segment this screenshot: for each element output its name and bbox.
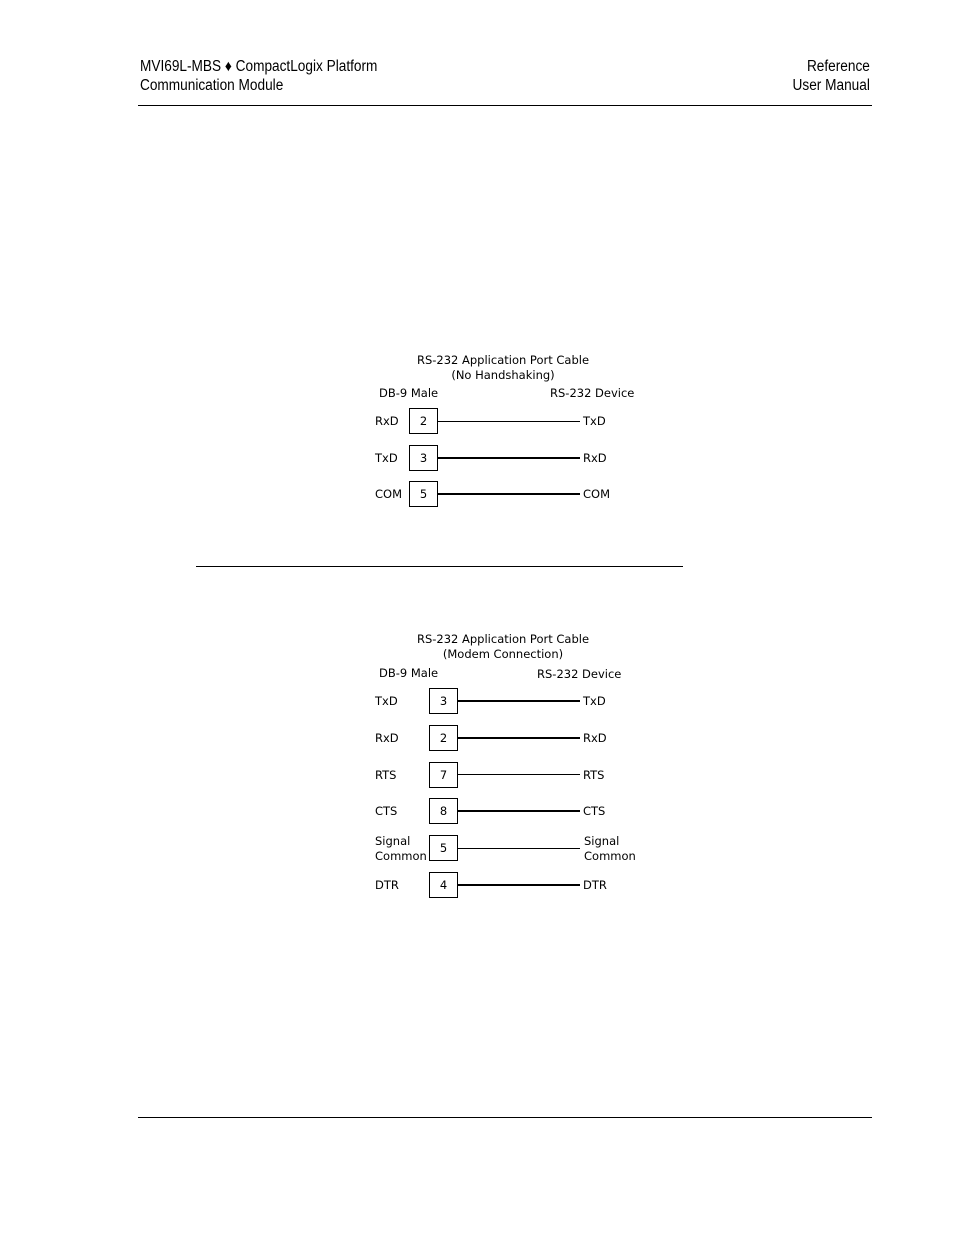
diagram2-row2-pin: 2 <box>429 725 458 751</box>
diagram2-row4-left-signal: CTS <box>375 804 398 818</box>
diagram2-row2-right-signal: RxD <box>583 731 607 745</box>
diagram1-row1-right-signal: TxD <box>583 414 606 428</box>
diagram2-row3-right-signal: RTS <box>583 768 605 782</box>
diagram1-right-heading: RS-232 Device <box>550 386 635 400</box>
page-header <box>140 57 870 105</box>
header-product-title: MVI69L-MBS ♦ CompactLogix Platform <box>140 58 378 75</box>
footer-divider <box>138 1117 872 1118</box>
diagram1-row1-left-signal: RxD <box>375 414 399 428</box>
diagram2-row6-right-signal: DTR <box>583 878 607 892</box>
diagram1-row2-pin: 3 <box>409 445 438 471</box>
diagram1-row3-wire <box>438 493 580 495</box>
diagram1-row2-wire <box>438 457 580 459</box>
diagram2-row5-pin: 5 <box>429 835 458 861</box>
diagram2-row2-left-signal: RxD <box>375 731 399 745</box>
diagram1-row3-pin: 5 <box>409 481 438 507</box>
diagram1-row2-right-signal: RxD <box>583 451 607 465</box>
diagram1-row3-right-signal: COM <box>583 487 611 501</box>
header-section: Reference <box>807 58 870 75</box>
header-doc-type: User Manual <box>792 77 870 94</box>
diagram2-row6-left-signal: DTR <box>375 878 399 892</box>
diagram2-row5-left-signal-line1: Signal <box>375 834 411 848</box>
diagram2-row6-pin: 4 <box>429 872 458 898</box>
diagram2-row1-right-signal: TxD <box>583 694 606 708</box>
diagram2-row3-left-signal: RTS <box>375 768 397 782</box>
diagram2-row3-pin: 7 <box>429 762 458 788</box>
header-product-subtitle: Communication Module <box>140 77 284 94</box>
diagram2-row4-pin: 8 <box>429 798 458 824</box>
diagram2-right-heading: RS-232 Device <box>537 667 622 681</box>
diagram1-row1-wire <box>438 421 580 422</box>
diagram2-row4-right-signal: CTS <box>583 804 606 818</box>
diagram2-row1-wire <box>458 700 580 702</box>
diagram2-left-heading: DB-9 Male <box>379 666 439 680</box>
diagram1-subtitle: (No Handshaking) <box>451 368 555 382</box>
diagram2-row5-left-signal-line2: Common <box>375 849 427 863</box>
diagram2-row1-left-signal: TxD <box>375 694 398 708</box>
diagram2-row3-wire <box>458 774 580 775</box>
section-divider <box>196 566 683 567</box>
diagram2-row4-wire <box>458 810 580 812</box>
diagram1-row1-pin: 2 <box>409 408 438 434</box>
diagram2-row1-pin: 3 <box>429 688 458 714</box>
diagram2-row5-right-signal-line2: Common <box>584 849 636 863</box>
diagram1-title: RS-232 Application Port Cable <box>416 353 590 367</box>
diagram2-row5-right-signal-line1: Signal <box>584 834 620 848</box>
header-right <box>793 57 870 95</box>
diagram2-title: RS-232 Application Port Cable <box>416 632 590 646</box>
header-left <box>140 57 377 95</box>
diagram2-row2-wire <box>458 737 580 739</box>
diagram2-subtitle: (Modem Connection) <box>442 647 564 661</box>
diagram2-row6-wire <box>458 884 580 886</box>
diagram2-row5-wire <box>458 848 580 849</box>
diagram1-row2-left-signal: TxD <box>375 451 398 465</box>
diagram1-row3-left-signal: COM <box>375 487 403 501</box>
header-divider <box>138 105 872 106</box>
diagram1-left-heading: DB-9 Male <box>379 386 439 400</box>
